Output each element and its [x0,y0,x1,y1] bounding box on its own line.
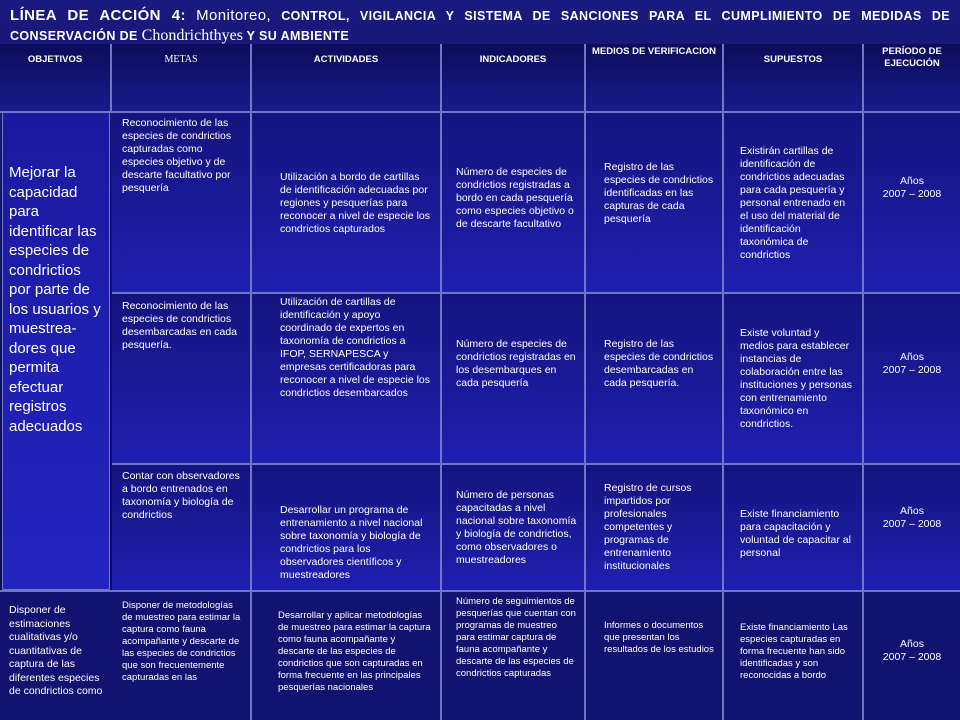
row1-periodo-label: Años [900,175,924,187]
row3-actividades: Desarrollar un programa de entrenamiento a nivel nacional sobre taxonomía y biología de condrictios para los observadores científicos y muestreadores [280,503,423,581]
row1-indicadores: Número de especies de condrictios registradas a bordo en cada pesquería como especies objetivo o de descarte facultativo [456,165,574,230]
row2-periodo [864,294,960,463]
row2-periodo-label: Años [900,350,924,363]
row1-supuestos: Existirán cartillas de identificación de condrictios adecuadas para cada pesquería y personal entrenado en el uso del material de identificación taxonómica de condrictios [740,144,846,261]
title-part1: Monitoreo, [196,7,272,24]
header-metas: METAS [112,44,252,112]
row2-supuestos: Existe voluntad y medios para establecer instancias de colaboración entre las instituciones y personas con entrenamiento taxonómico en condrictios. [740,326,853,430]
row2-metas: Reconocimiento de las especies de condrictios desembarcadas en cada pesquería. [122,300,237,351]
title-part4: Y SU AMBIENTE [246,29,350,43]
row3-periodo [864,465,960,590]
row4-supuestos: Existe financiamiento Las especies capturadas en forma frecuente han sido identificadas y son reconocidas a bordo [740,622,848,681]
row4-indicadores: Número de seguimientos de pesquerías que cuentan con programas de muestreo para estimar captura de fauna acompañante y descarte de las especies de condrictios capturadas [456,596,576,679]
row2-periodo-range: 2007 – 2008 [882,363,942,376]
header-objetivos: OBJETIVOS [0,44,112,112]
column-separator [250,113,252,720]
row2-actividades: Utilización de cartillas de identificación y apoyo coordinado de expertos en taxonomía de condrictios a IFOP, SERNAPESCA y empresas certificadoras para reconocer a nivel de especie los condrictios desembarcados [280,296,431,399]
row1-periodo [864,113,960,293]
header-periodo: PERÍODO DE EJECUCIÓN [864,44,960,112]
objetivo-1: Mejorar la capacidad para identificar las especies de condrictios por parte de los usuarios y muestrea-dores que permita efectuar registros adecuados [2,112,110,590]
objetivo-2: Disponer de estimaciones cualitativas y/o cuantitativas de captura de las diferentes especies de condrictios como [2,596,110,720]
row3-supuestos: Existe financiamiento para capacitación y voluntad de capacitar al personal [740,507,851,559]
header-supuestos: SUPUESTOS [724,44,864,112]
row1-medios: Registro de las especies de condrictios identificadas en las capturas de cada pesquería [604,160,714,225]
slide-title [10,6,950,46]
row2-indicadores: Número de especies de condrictios registradas en los desembarques en cada pesquería [456,337,576,389]
column-separator [584,113,586,720]
row3-periodo-range: 2007 – 2008 [882,517,942,530]
row1-actividades: Utilización a bordo de cartillas de identificación adecuadas por regiones y pesquerías para reconocer a nivel de especie los condrictios capturados [280,170,431,235]
row4-periodo-label: Años [900,638,924,650]
row1-periodo-range: 2007 – 2008 [882,188,942,200]
row3-periodo-label: Años [900,504,924,517]
header-indicadores: INDICADORES [442,44,586,112]
row4-periodo [864,592,960,720]
row4-periodo-range: 2007 – 2008 [882,651,942,663]
column-separator [440,113,442,720]
row2-medios: Registro de las especies de condrictios desembarcadas en cada pesquería. [604,337,714,389]
row4-actividades: Desarrollar y aplicar metodologías de muestreo para estimar la captura como fauna acompañante y descarte de las especies de condrictios que son capturadas en forma frecuente en las principales pesquerías nacionales [278,610,431,693]
title-part3: Chondrichthyes [141,27,243,44]
row-separator [0,590,960,592]
row4-metas: Disponer de metodologías de muestreo para estimar la captura como fauna acompañante y descarte de las especies de condrictios que son frecuentemente capturadas en las [122,600,241,683]
row3-medios: Registro de cursos impartidos por profesionales competentes y programas de entrenamiento institucionales [604,482,692,572]
header-actividades: ACTIVIDADES [252,44,442,112]
title-lead: LÍNEA DE ACCIÓN 4: [10,7,186,24]
title-part2: CONTROL, VIGILANCIA Y SISTEMA DE SANCIONES PARA EL CUMPLIMIENTO DE MEDIDAS DE CONSERVACIÓN DE [10,9,951,43]
row1-metas: Reconocimiento de las especies de condrictios capturadas como especies objetivo y de descarte facultativo por pesquería [122,117,232,194]
row3-metas: Contar con observadores a bordo entrenados en taxonomía y biología de condrictios [122,470,240,521]
row4-medios: Informes o documentos que presentan los resultados de los estudios [604,620,714,655]
header-medios: MEDIOS DE VERIFICACION [586,44,724,112]
row3-indicadores: Número de personas capacitadas a nivel nacional sobre taxonomía y biología de condrictios, como observadores o muestreadores [456,488,577,566]
